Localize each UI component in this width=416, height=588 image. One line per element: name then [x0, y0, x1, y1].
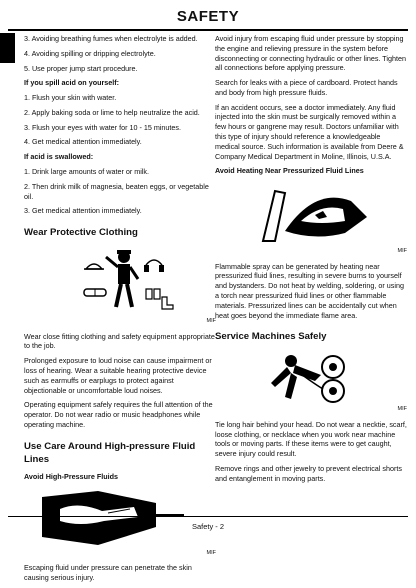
- page-title: SAFETY: [176, 8, 240, 25]
- service-machines-heading: Service Machines Safely: [215, 331, 327, 343]
- entanglement-icon: [271, 355, 344, 402]
- boots-icon: [162, 297, 173, 309]
- paragraph: Tie long hair behind your head. Do not wear a necktie, scarf, loose clothing, or necklace when you work near machine tools or moving parts. If these items were to get caught, severe injury could result.: [215, 419, 407, 459]
- wear-protective-clothing-heading: Wear Protective Clothing: [24, 227, 138, 239]
- footer-rule: [8, 516, 408, 517]
- high-pressure-heading: Use Care Around High-pressure Fluid Lines: [24, 440, 196, 465]
- paragraph: Escaping fluid under pressure can penetrate the skin causing serious injury.: [24, 563, 192, 582]
- avoid-heating-subheading: Avoid Heating Near Pressurized Fluid Lines: [215, 166, 364, 176]
- list-item: 3. Avoiding breathing fumes when electrolyte is added.: [24, 34, 198, 43]
- high-pressure-figure: [38, 487, 188, 549]
- list-item: 3. Get medical attention immediately.: [24, 206, 142, 216]
- gloves-icon: [146, 289, 160, 299]
- goggles-icon: [84, 289, 106, 296]
- paragraph: Flammable spray can be generated by heating near pressurized fluid lines, resulting in severe burns to yourself and bystanders. Do not heat by welding, soldering, or using a torch near pressurized fluid lines or other flammable materials. Pressurized lines can be accidentally cut when heat goes beyond the immediate flame area.: [215, 261, 404, 320]
- figure-label: MIF: [206, 549, 216, 556]
- figure-label: MIF: [397, 406, 407, 413]
- paragraph: If an accident occurs, see a doctor immediately. Any fluid injected into the skin must be surgically removed within a few hours or gangrene may result. Doctors unfamiliar with this type of injury should reference a knowledgeable medical source. Such information is available from Deere & Company Medical Department in Moline, Illinois, U.S.A.: [215, 102, 404, 161]
- section-tab-marker: [0, 33, 15, 63]
- list-item: 2. Apply baking soda or lime to help neutralize the acid.: [24, 107, 200, 117]
- figure-label: MIF: [206, 318, 216, 325]
- earmuffs-icon: [144, 260, 164, 272]
- paragraph: Prolonged exposure to loud noise can cause impairment or loss of hearing. Wear a suitable hearing protective device such as earmuffs or earplugs to protect against objectionable or uncomfortable loud noises.: [24, 356, 212, 395]
- high-pressure-subheading: Avoid High-Pressure Fluids: [24, 471, 118, 481]
- list-item: 1. Drink large amounts of water or milk.: [24, 167, 150, 177]
- protective-clothing-figure: [50, 245, 190, 317]
- heating-figure: [255, 181, 375, 247]
- list-item: 4. Get medical attention immediately.: [24, 137, 142, 147]
- worker-icon: [106, 250, 138, 307]
- service-machines-figure: [257, 349, 367, 405]
- paragraph: Operating equipment safely requires the full attention of the operator. Do not wear radio or music headphones while operating machine.: [24, 400, 213, 429]
- list-item: 2. Then drink milk of magnesia, beaten eggs, or vegetable oil.: [24, 181, 209, 201]
- hard-hat-icon: [84, 264, 104, 269]
- hand-pressure-icon: [38, 487, 188, 549]
- paragraph: Remove rings and other jewelry to prevent electrical shorts and entanglement in moving parts.: [215, 463, 402, 483]
- right-column: [215, 34, 407, 489]
- list-item: 1. Flush your skin with water.: [24, 93, 117, 103]
- title-rule: [8, 29, 408, 31]
- list-item: 5. Use proper jump start procedure.: [24, 63, 138, 73]
- left-column: [24, 34, 216, 588]
- spill-heading: If you spill acid on yourself:: [24, 78, 120, 88]
- paragraph: Search for leaks with a piece of cardboard. Protect hands and body from high pressure fluids.: [215, 78, 398, 97]
- list-item: 4. Avoiding spilling or dripping electrolyte.: [24, 48, 156, 58]
- paragraph: Avoid injury from escaping fluid under pressure by stopping the engine and relieving pressure in the system before disconnecting or connecting hydraulic or other lines. Tighten all connections before applying pressure.: [215, 34, 406, 73]
- torch-flame-icon: [263, 191, 367, 241]
- paragraph: Wear close fitting clothing and safety equipment appropriate to the job.: [24, 331, 215, 351]
- page-footer: Safety - 2: [191, 522, 225, 531]
- swallow-heading: If acid is swallowed:: [24, 152, 94, 162]
- figure-label: MIF: [397, 248, 407, 255]
- list-item: 3. Flush your eyes with water for 10 - 15 minutes.: [24, 122, 181, 132]
